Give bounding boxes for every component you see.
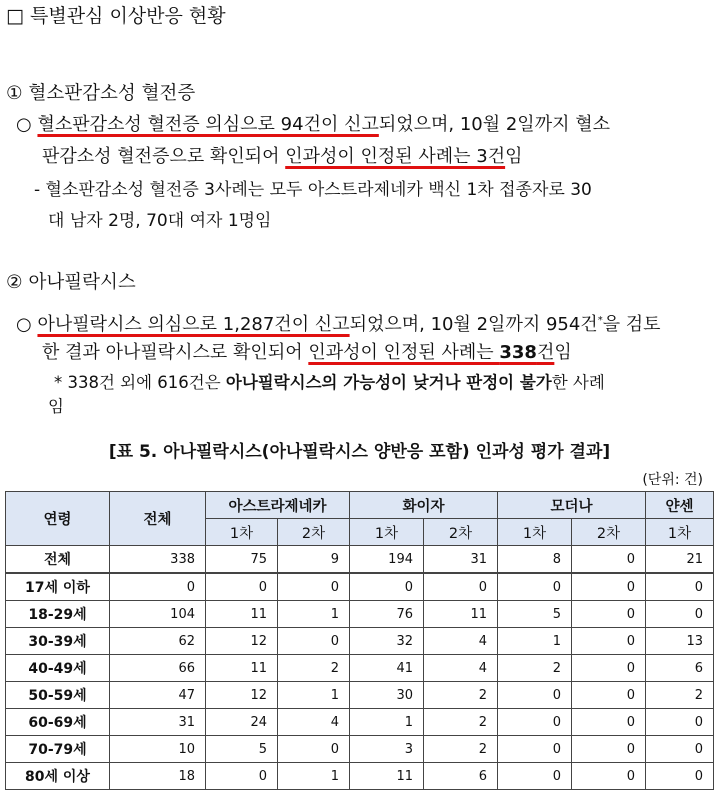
table-cell: 5 (498, 601, 572, 628)
table-cell: 0 (206, 763, 278, 790)
table-cell: 1 (498, 628, 572, 655)
row-label: 80세 이상 (6, 763, 110, 790)
table-cell: 76 (350, 601, 424, 628)
table-cell: 2 (498, 655, 572, 682)
section1-sub-line2: 대 남자 2명, 70대 여자 1명임 (48, 211, 272, 231)
header-vaccine: 아스트라제네카 (206, 492, 350, 519)
table-cell: 194 (350, 546, 424, 574)
body-text: 되었으며, 10월 2일까지 954건 (349, 314, 598, 335)
section1-sub-line1: - 혈소판감소성 혈전증 3사례는 모두 아스트라제네카 백신 1차 접종자로 30 (34, 180, 592, 200)
table-cell: 2 (424, 682, 498, 709)
note-text: * 338건 외에 616건은 (54, 373, 226, 392)
table-cell: 12 (206, 628, 278, 655)
highlight-text: 아나필락시스 의심으로 1,287건이 신고 (37, 314, 350, 335)
results-table (5, 491, 714, 790)
table-cell: 11 (424, 601, 498, 628)
table-cell: 0 (498, 682, 572, 709)
table-cell: 4 (424, 655, 498, 682)
highlight-text: 인과성이 인정된 사례는 338건 (308, 342, 555, 363)
highlight-text: 인과성이 인정된 사례는 3건 (285, 146, 506, 167)
section2-bullet-line1 (16, 309, 661, 337)
table-cell: 66 (110, 655, 206, 682)
table-cell: 12 (206, 682, 278, 709)
table-cell: 1 (278, 601, 350, 628)
header-dose: 1차 (498, 519, 572, 546)
table-cell: 0 (572, 546, 646, 574)
table-row (6, 655, 714, 682)
section1-bullet-line1 (16, 113, 610, 137)
highlight-text: 혈소판감소성 혈전증 의심으로 94건이 신고 (37, 114, 379, 135)
table-unit: (단위: 건) (642, 472, 703, 488)
header-dose: 2차 (424, 519, 498, 546)
table-cell: 0 (278, 573, 350, 601)
table-cell: 2 (424, 736, 498, 763)
table-row (6, 682, 714, 709)
table-cell: 0 (572, 573, 646, 601)
footnote-mark: * (597, 315, 603, 326)
table-cell: 18 (110, 763, 206, 790)
table-cell: 3 (350, 736, 424, 763)
table-cell: 62 (110, 628, 206, 655)
table-row (6, 736, 714, 763)
header-dose: 1차 (206, 519, 278, 546)
table-cell: 10 (110, 736, 206, 763)
table-row (6, 573, 714, 601)
table-cell: 31 (110, 709, 206, 736)
table-cell: 1 (278, 763, 350, 790)
header-vaccine: 얀센 (646, 492, 714, 519)
section2-note-line2: 임 (48, 397, 64, 416)
table-cell: 0 (498, 573, 572, 601)
table-cell: 2 (424, 709, 498, 736)
table-cell: 30 (350, 682, 424, 709)
table-cell: 1 (278, 682, 350, 709)
table-cell: 32 (350, 628, 424, 655)
table-cell: 0 (206, 573, 278, 601)
table-cell: 8 (498, 546, 572, 574)
table-cell: 0 (110, 573, 206, 601)
table-cell: 11 (350, 763, 424, 790)
table-cell: 0 (572, 601, 646, 628)
highlight-number: 338 (499, 342, 537, 363)
header-dose: 1차 (350, 519, 424, 546)
row-label: 30-39세 (6, 628, 110, 655)
table-row (6, 763, 714, 790)
table-cell: 0 (498, 763, 572, 790)
table-row (6, 709, 714, 736)
section-title: □ 특별관심 이상반응 현황 (6, 5, 226, 27)
table-cell: 0 (278, 736, 350, 763)
row-label: 18-29세 (6, 601, 110, 628)
table-cell: 0 (572, 655, 646, 682)
table-row (6, 628, 714, 655)
section1-heading: ① 혈소판감소성 혈전증 (6, 83, 196, 104)
table-cell: 11 (206, 655, 278, 682)
note-text: 한 사례 (551, 373, 605, 392)
header-vaccine: 모더나 (498, 492, 646, 519)
header-dose: 2차 (278, 519, 350, 546)
table-cell: 41 (350, 655, 424, 682)
header-total: 전체 (110, 492, 206, 546)
table-cell: 21 (646, 546, 714, 574)
header-dose: 2차 (572, 519, 646, 546)
body-text: 을 검토 (602, 314, 661, 335)
body-text: 판감소성 혈전증으로 확인되어 (42, 146, 286, 167)
header-vaccine: 화이자 (350, 492, 498, 519)
table-cell: 0 (350, 573, 424, 601)
table-header-row (6, 492, 714, 519)
row-label: 60-69세 (6, 709, 110, 736)
table-cell: 9 (278, 546, 350, 574)
table-row (6, 601, 714, 628)
row-label: 50-59세 (6, 682, 110, 709)
table-cell: 4 (278, 709, 350, 736)
table-cell: 0 (278, 628, 350, 655)
table-cell: 0 (498, 736, 572, 763)
table-cell: 4 (424, 628, 498, 655)
body-text: 되었으며, 10월 2일까지 혈소 (378, 114, 610, 135)
table-cell: 0 (572, 628, 646, 655)
table-cell: 13 (646, 628, 714, 655)
table-cell: 0 (498, 709, 572, 736)
table-cell: 0 (646, 736, 714, 763)
table-cell: 6 (424, 763, 498, 790)
table-row (6, 546, 714, 574)
section1-bullet-line2 (42, 145, 523, 169)
section2-heading: ② 아나필락시스 (6, 272, 136, 293)
body-text: 한 결과 아나필락시스로 확인되어 (42, 342, 309, 363)
table-cell: 2 (278, 655, 350, 682)
table-cell: 24 (206, 709, 278, 736)
bullet-mark: ○ (16, 114, 32, 135)
row-label: 17세 이하 (6, 573, 110, 601)
table-cell: 0 (572, 736, 646, 763)
table-cell: 0 (424, 573, 498, 601)
row-label: 40-49세 (6, 655, 110, 682)
table-cell: 11 (206, 601, 278, 628)
table-cell: 0 (646, 601, 714, 628)
table-cell: 5 (206, 736, 278, 763)
body-text: 임 (505, 146, 523, 167)
table-cell: 0 (646, 573, 714, 601)
section2-bullet-line2 (42, 341, 572, 365)
table-cell: 0 (572, 763, 646, 790)
table-cell: 0 (646, 709, 714, 736)
table-cell: 6 (646, 655, 714, 682)
table-cell: 31 (424, 546, 498, 574)
row-label: 전체 (6, 546, 110, 574)
body-text: 임 (554, 342, 572, 363)
table-cell: 47 (110, 682, 206, 709)
table-cell: 2 (646, 682, 714, 709)
bullet-mark: ○ (16, 314, 32, 335)
row-label: 70-79세 (6, 736, 110, 763)
table-caption: [표 5. 아나필락시스(아나필락시스 양반응 포함) 인과성 평가 결과] (108, 442, 611, 462)
table-cell: 104 (110, 601, 206, 628)
table-cell: 0 (646, 763, 714, 790)
table-cell: 75 (206, 546, 278, 574)
table-cell: 0 (572, 682, 646, 709)
header-dose: 1차 (646, 519, 714, 546)
table-cell: 1 (350, 709, 424, 736)
table-cell: 0 (572, 709, 646, 736)
note-emphasis: 아나필락시스의 가능성이 낮거나 판정이 불가 (225, 373, 552, 392)
table-cell: 338 (110, 546, 206, 574)
section2-note-line1 (54, 371, 605, 395)
header-age: 연령 (6, 492, 110, 546)
